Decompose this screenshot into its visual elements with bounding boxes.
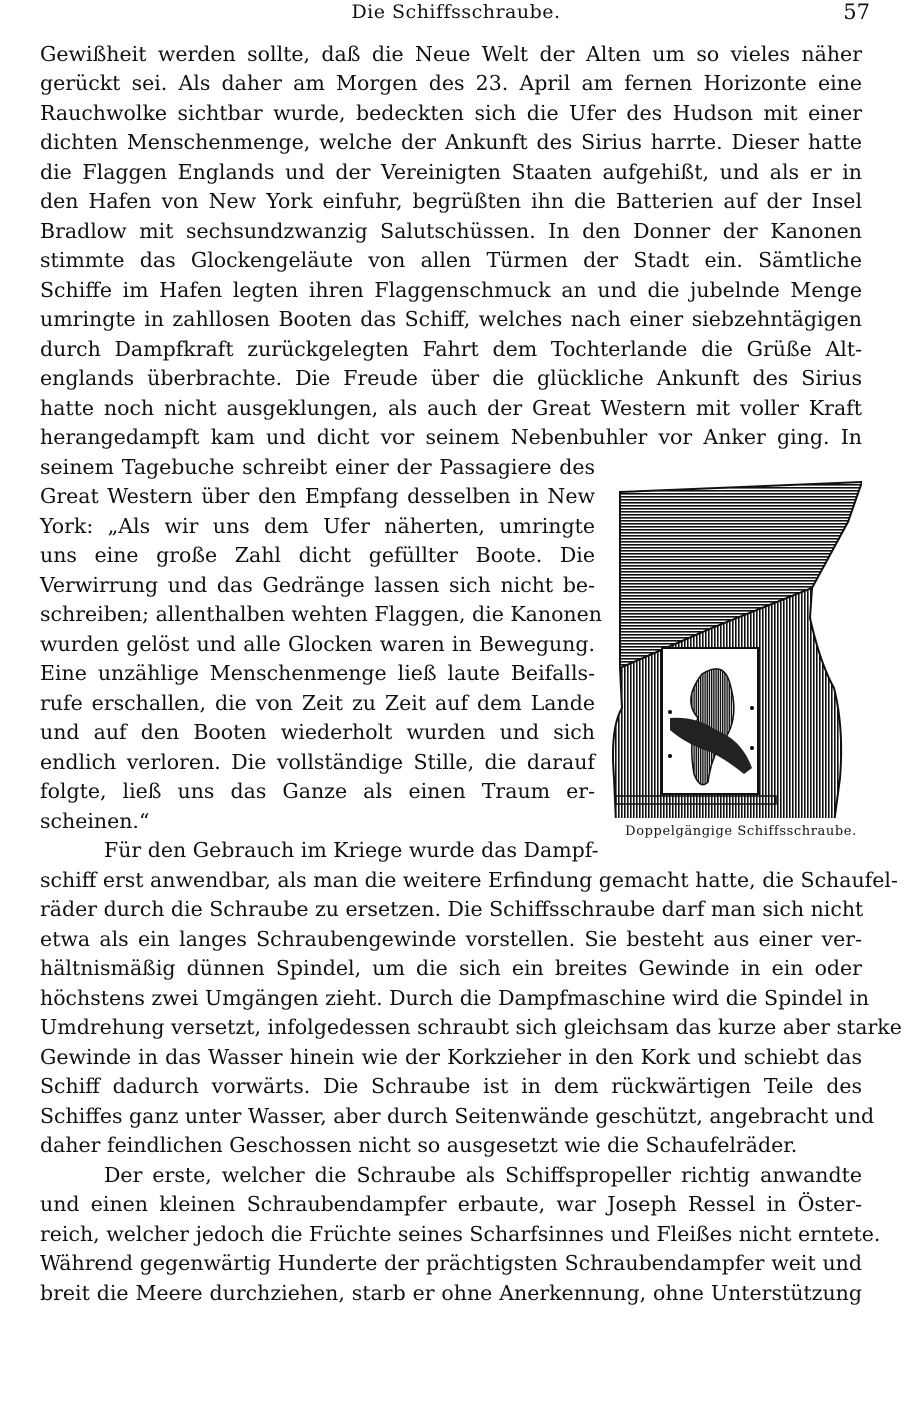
text-line: Für den Gebrauch im Kriege wurde das Dampf- [104,838,599,862]
text-line: herangedampft kam und dicht vor seinem Nebenbuhler vor Anker ging. In [40,425,862,449]
text-line: Rauchwolke sichtbar wurde, bedeckten sich die Ufer des Hudson mit einer [40,101,862,125]
text-line: Schiffe im Hafen legten ihren Flaggenschmuck an und die jubelnde Menge [40,278,862,302]
text-line: hältnismäßig dünnen Spindel, um die sich ein breites Gewinde in ein oder [40,956,862,980]
text-line: und einen kleinen Schraubendampfer erbaute, war Joseph Ressel in Öster- [40,1192,862,1216]
text-line: daher feindlichen Geschossen nicht so ausgesetzt wie die Schaufelräder. [40,1133,798,1157]
text-line: schreiben; allenthalben wehten Flaggen, die Kanonen [40,602,602,626]
text-line: folgte, ließ uns das Ganze als einen Traum er- [40,779,595,803]
text-line: seinem Tagebuche schreibt einer der Passagiere des [40,455,595,479]
text-line: stimmte das Glockengeläute von allen Türmen der Stadt ein. Sämtliche [40,248,862,272]
text-line: Bradlow mit sechsundzwanzig Salutschüssen. In den Donner der Kanonen [40,219,862,243]
text-line: und auf den Booten wiederholt wurden und sich [40,720,595,744]
running-title: Die Schiffsschraube. [351,1,561,23]
text-line: gerückt sei. Als daher am Morgen des 23. April am fernen Horizonte eine [40,71,862,95]
text-line: Während gegenwärtig Hunderte der prächtigsten Schraubendampfer weit und [40,1251,862,1275]
text-line: Gewinde in das Wasser hinein wie der Korkzieher in den Kork und schiebt das [40,1045,862,1069]
text-line: reich, welcher jedoch die Früchte seines Scharfsinnes und Fleißes nicht erntete. [40,1222,881,1246]
text-line: Schiffes ganz unter Wasser, aber durch Seitenwände geschützt, angebracht und [40,1104,875,1128]
text-line: schiff erst anwendbar, als man die weitere Erfindung gemacht hatte, die Schaufel- [40,868,898,892]
text-line: Gewißheit werden sollte, daß die Neue Welt der Alten um so vieles näher [40,42,862,66]
text-line: höchstens zwei Umgängen zieht. Durch die Dampfmaschine wird die Spindel in [40,986,870,1010]
running-header [0,0,912,30]
text-line: York: „Als wir uns dem Ufer näherten, umringte [40,514,595,538]
text-line: endlich verloren. Die vollständige Stille, die darauf [40,750,595,774]
text-line: Schiff dadurch vorwärts. Die Schraube ist in dem rückwärtigen Teile des [40,1074,862,1098]
figure-caption: Doppelgängige Schiffsschraube. [625,824,857,839]
text-line: dichten Menschenmenge, welche der Ankunft des Sirius harrte. Dieser hatte [40,130,862,154]
text-line: durch Dampfkraft zurückgelegten Fahrt dem Tochterlande die Grüße Alt- [40,337,862,361]
text-line: uns eine große Zahl dicht gefüllter Boote. Die [40,543,595,567]
page-number: 57 [843,0,870,24]
text-line: etwa als ein langes Schraubengewinde vorstellen. Sie besteht aus einer ver- [40,927,862,951]
text-line: räder durch die Schraube zu ersetzen. Die Schiffsschraube darf man sich nicht [40,897,864,921]
text-line: den Hafen von New York einfuhr, begrüßten ihn die Batterien auf der Insel [40,189,862,213]
text-line: wurden gelöst und alle Glocken waren in Bewegung. [40,632,595,656]
propeller-figure [612,478,862,818]
text-line: Umdrehung versetzt, infolgedessen schraubt sich gleichsam das kurze aber starke [40,1015,902,1039]
text-line: Eine unzählige Menschenmenge ließ laute Beifalls- [40,661,595,685]
text-line: Verwirrung und das Gedränge lassen sich nicht be- [40,573,595,597]
text-line: Great Western über den Empfang desselben in New [40,484,595,508]
text-line: die Flaggen Englands und der Vereinigten Staaten aufgehißt, und als er in [40,160,862,184]
text-line: scheinen.“ [40,809,150,833]
ship-propeller-engraving-icon [612,478,862,818]
text-line: rufe erschallen, die von Zeit zu Zeit auf dem Lande [40,691,595,715]
text-line: Der erste, welcher die Schraube als Schiffspropeller richtig anwandte [104,1163,862,1187]
text-line: umringte in zahllosen Booten das Schiff, welches nach einer siebzehntägigen [40,307,862,331]
text-line: hatte noch nicht ausgeklungen, als auch der Great Western mit voller Kraft [40,396,862,420]
text-line: breit die Meere durchziehen, starb er ohne Anerkennung, ohne Unterstützung [40,1281,862,1305]
text-line: englands überbrachte. Die Freude über die glückliche Ankunft des Sirius [40,366,862,390]
